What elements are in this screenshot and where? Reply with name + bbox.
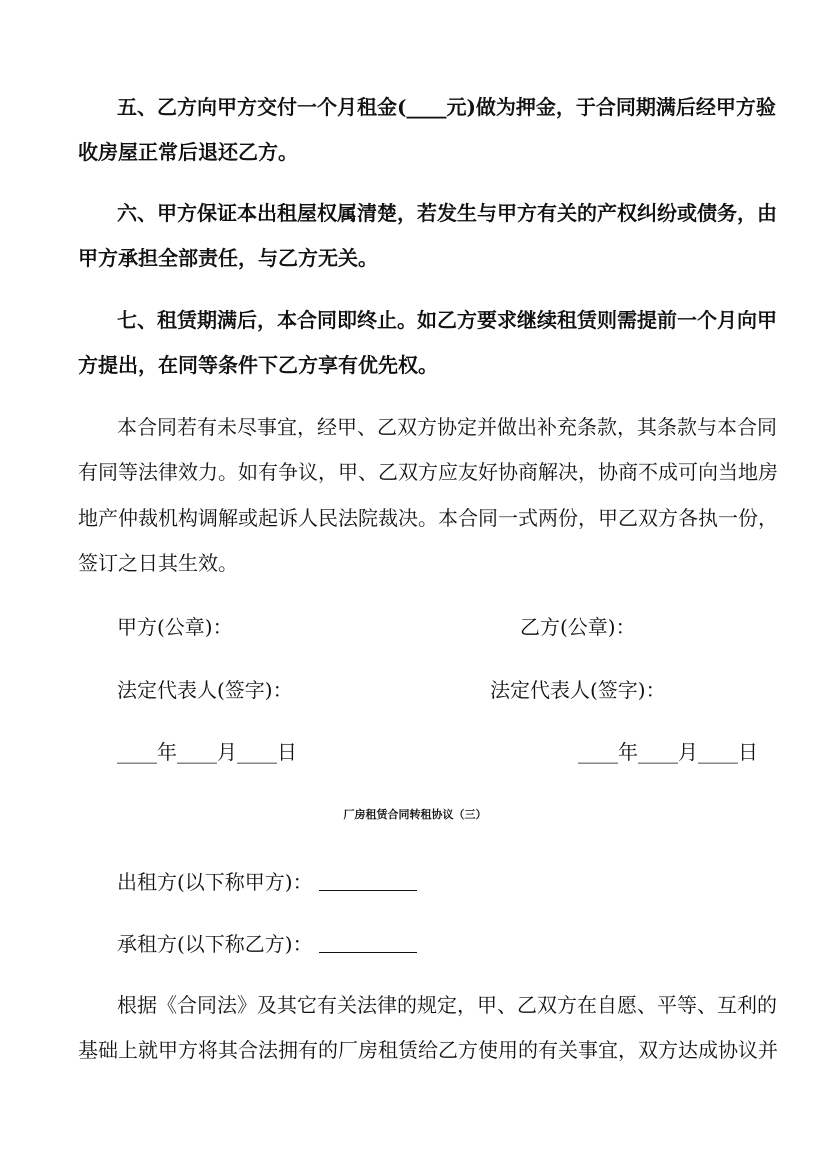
lessor-label: 出租方(以下称甲方)： (117, 870, 313, 894)
lessee-blank (319, 934, 417, 953)
supplement-line-3: 地产仲裁机构调解或起诉人民法院裁决。本合同一式两份，甲乙双方各执一份， (78, 506, 778, 530)
supplement-line-1: 本合同若有未尽事宜，经甲、乙双方协定并做出补充条款，其条款与本合同 (117, 415, 777, 439)
party-b-seal: 乙方(公章)： (520, 615, 636, 639)
clause-6-line-1: 六、甲方保证本出租屋权属清楚，若发生与甲方有关的产权纠纷或债务，由 (117, 201, 777, 225)
clause-7-line-1: 七、租赁期满后，本合同即终止。如乙方要求继续租赁则需提前一个月向甲 (117, 308, 777, 332)
preamble-line-1: 根据《合同法》及其它有关法律的规定，甲、乙双方在自愿、平等、互利的 (117, 993, 777, 1017)
clause-5-line-2: 收房屋正常后退还乙方。 (78, 140, 298, 164)
lessor-blank (319, 872, 417, 891)
lessee-label: 承租方(以下称乙方)： (117, 932, 313, 956)
party-a-seal: 甲方(公章)： (117, 615, 233, 639)
party-b-representative: 法定代表人(签字)： (490, 678, 666, 702)
lessee-field (117, 932, 417, 956)
lessor-field (117, 870, 417, 894)
party-a-representative: 法定代表人(签字)： (117, 678, 293, 702)
party-b-date: ____年____月____日 (578, 740, 758, 764)
next-document-title: 厂房租赁合同转租协议（三） (343, 808, 487, 821)
preamble-line-2: 基础上就甲方将其合法拥有的厂房租赁给乙方使用的有关事宜，双方达成协议并 (78, 1038, 778, 1062)
clause-5-line-1: 五、乙方向甲方交付一个月租金(____元)做为押金，于合同期满后经甲方验 (117, 95, 776, 119)
clause-6-line-2: 甲方承担全部责任，与乙方无关。 (78, 246, 378, 270)
supplement-line-2: 有同等法律效力。如有争议，甲、乙双方应友好协商解决，协商不成可向当地房 (78, 460, 778, 484)
supplement-line-4: 签订之日其生效。 (78, 551, 238, 575)
party-a-date: ____年____月____日 (117, 740, 297, 764)
clause-7-line-2: 方提出，在同等条件下乙方享有优先权。 (78, 353, 438, 377)
